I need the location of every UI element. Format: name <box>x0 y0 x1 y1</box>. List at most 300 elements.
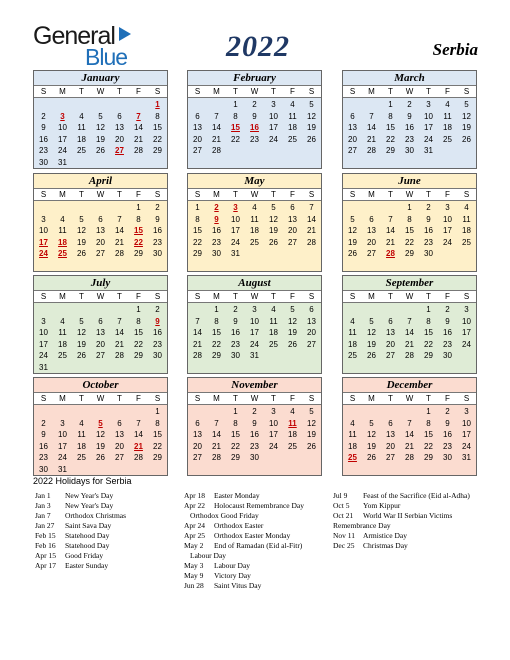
day-cell: 13 <box>348 123 357 132</box>
day-cell: 15 <box>424 430 433 439</box>
holiday-date: Oct 5 <box>333 501 350 510</box>
holiday-date: Jan 1 <box>35 491 51 500</box>
empty-day-cell <box>362 362 381 374</box>
empty-day-cell <box>148 260 167 272</box>
holiday-item <box>184 571 304 581</box>
day-cell: 24 <box>250 339 259 349</box>
empty-day-cell <box>438 145 457 157</box>
day-cell: 14 <box>386 226 395 235</box>
empty-day-cell <box>343 304 362 316</box>
day-cell: 10 <box>269 418 278 428</box>
holiday-day-cell: 18 <box>58 237 67 247</box>
holiday-name: Orthodox Easter <box>214 521 264 530</box>
weekday-label: F <box>445 87 450 96</box>
day-cell: 4 <box>79 111 84 121</box>
weekday-label: T <box>117 190 122 199</box>
empty-day-cell <box>245 260 264 272</box>
month-title: June <box>343 174 476 188</box>
empty-day-cell <box>226 260 245 272</box>
empty-day-cell <box>283 464 302 476</box>
day-cell: 30 <box>443 351 452 360</box>
weekday-header <box>343 188 476 201</box>
empty-day-cell <box>34 99 53 111</box>
day-cell: 9 <box>407 111 412 121</box>
empty-day-cell <box>129 99 148 111</box>
day-cell: 12 <box>307 111 316 121</box>
day-cell: 27 <box>386 351 395 360</box>
day-cell: 6 <box>117 111 122 121</box>
day-cell: 19 <box>367 339 376 349</box>
day-cell: 10 <box>462 418 471 428</box>
empty-day-cell <box>34 260 53 272</box>
day-cell: 14 <box>115 328 124 337</box>
holiday-date: May 3 <box>184 561 204 570</box>
day-cell: 26 <box>269 237 278 247</box>
day-cell: 19 <box>307 430 316 439</box>
day-cell: 21 <box>212 441 221 451</box>
day-grid <box>34 405 167 475</box>
day-grid <box>188 303 321 373</box>
holiday-name: Armistice Day <box>363 531 407 540</box>
day-cell: 12 <box>77 226 86 235</box>
day-cell: 28 <box>115 249 124 258</box>
day-cell: 9 <box>445 316 450 326</box>
holiday-item <box>35 551 126 561</box>
day-cell: 3 <box>41 316 46 326</box>
empty-day-cell <box>207 157 226 169</box>
day-cell: 23 <box>212 237 221 247</box>
day-cell: 21 <box>405 441 414 451</box>
day-cell: 18 <box>348 339 357 349</box>
holiday-day-cell: 3 <box>60 111 65 121</box>
empty-day-cell <box>53 362 72 374</box>
empty-day-cell <box>188 362 207 374</box>
holiday-day-cell: 2 <box>214 203 219 212</box>
holiday-name: Easter Monday <box>214 491 260 500</box>
holiday-day-cell: 28 <box>386 249 395 258</box>
day-cell: 2 <box>41 111 46 121</box>
day-cell: 6 <box>309 305 314 314</box>
day-cell: 5 <box>309 407 314 416</box>
weekday-label: W <box>250 394 259 403</box>
empty-day-cell <box>110 99 129 111</box>
weekday-label: T <box>388 292 393 301</box>
empty-day-cell <box>72 406 91 418</box>
month-april <box>33 173 168 272</box>
empty-day-cell <box>302 452 321 464</box>
empty-day-cell <box>343 157 362 169</box>
empty-day-cell <box>362 260 381 272</box>
day-cell: 20 <box>193 441 202 451</box>
day-cell: 7 <box>309 203 314 212</box>
day-cell: 16 <box>250 430 259 439</box>
weekday-label: S <box>40 87 47 96</box>
day-cell: 23 <box>39 453 48 462</box>
day-cell: 10 <box>231 214 240 224</box>
empty-day-cell <box>302 260 321 272</box>
day-cell: 5 <box>350 214 355 224</box>
day-cell: 4 <box>79 418 84 428</box>
day-cell: 12 <box>307 418 316 428</box>
weekday-label: W <box>96 190 105 199</box>
page-title: 2022 <box>226 30 290 63</box>
weekday-label: F <box>445 292 450 301</box>
day-cell: 25 <box>58 351 67 360</box>
day-grid <box>343 201 476 271</box>
day-cell: 27 <box>307 339 316 349</box>
weekday-label: W <box>405 190 414 199</box>
day-cell: 19 <box>96 134 105 144</box>
empty-day-cell <box>362 406 381 418</box>
empty-day-cell <box>53 99 72 111</box>
day-cell: 4 <box>252 203 257 212</box>
day-cell: 7 <box>369 111 374 121</box>
day-cell: 15 <box>386 123 395 132</box>
day-cell: 27 <box>96 351 105 360</box>
weekday-label: S <box>463 394 470 403</box>
day-cell: 11 <box>58 226 67 235</box>
holiday-item <box>184 501 304 511</box>
day-cell: 8 <box>407 214 412 224</box>
day-cell: 13 <box>386 430 395 439</box>
weekday-label: S <box>349 292 356 301</box>
empty-day-cell <box>207 362 226 374</box>
day-cell: 21 <box>115 339 124 349</box>
weekday-label: S <box>463 292 470 301</box>
empty-day-cell <box>207 464 226 476</box>
day-cell: 25 <box>288 134 297 144</box>
day-cell: 14 <box>115 226 124 235</box>
empty-day-cell <box>283 157 302 169</box>
day-cell: 15 <box>193 226 202 235</box>
weekday-label: F <box>290 87 295 96</box>
day-cell: 5 <box>369 418 374 428</box>
empty-day-cell <box>148 362 167 374</box>
day-cell: 2 <box>155 305 160 314</box>
day-cell: 6 <box>290 203 295 212</box>
empty-day-cell <box>400 260 419 272</box>
day-cell: 19 <box>307 123 316 132</box>
day-cell: 26 <box>307 441 316 451</box>
empty-day-cell <box>438 464 457 476</box>
weekday-label: M <box>368 394 375 403</box>
day-cell: 14 <box>134 123 143 132</box>
weekday-header <box>34 85 167 98</box>
empty-day-cell <box>343 464 362 476</box>
empty-day-cell <box>34 406 53 418</box>
holiday-day-cell: 25 <box>58 249 67 258</box>
day-cell: 16 <box>231 328 240 337</box>
day-cell: 11 <box>348 328 357 337</box>
day-cell: 11 <box>77 123 86 132</box>
empty-day-cell <box>129 362 148 374</box>
weekday-label: W <box>250 292 259 301</box>
holiday-day-cell: 5 <box>98 418 103 428</box>
holiday-column <box>184 491 304 591</box>
weekday-label: S <box>463 190 470 199</box>
day-cell: 25 <box>269 339 278 349</box>
empty-day-cell <box>362 202 381 214</box>
day-cell: 2 <box>155 203 160 212</box>
month-february <box>187 70 322 169</box>
day-cell: 10 <box>443 214 452 224</box>
country-name: Serbia <box>432 40 478 59</box>
day-cell: 15 <box>153 430 162 439</box>
weekday-label: W <box>96 394 105 403</box>
day-cell: 6 <box>98 214 103 224</box>
holiday-date: Feb 15 <box>35 531 56 540</box>
day-cell: 15 <box>405 226 414 235</box>
day-cell: 6 <box>388 418 393 428</box>
day-cell: 30 <box>212 249 221 258</box>
holiday-date: Apr 18 <box>184 491 206 500</box>
day-cell: 3 <box>41 214 46 224</box>
day-cell: 11 <box>348 430 357 439</box>
weekday-label: S <box>154 394 161 403</box>
holiday-day-cell: 3 <box>233 203 238 212</box>
day-cell: 14 <box>193 328 202 337</box>
holiday-item <box>35 501 126 511</box>
holiday-item <box>35 541 126 551</box>
empty-day-cell <box>264 248 283 260</box>
weekday-label: S <box>308 394 315 403</box>
day-cell: 22 <box>386 134 395 144</box>
day-cell: 28 <box>134 146 143 155</box>
holiday-day-cell: 25 <box>348 453 357 462</box>
day-cell: 14 <box>405 328 414 337</box>
empty-day-cell <box>226 362 245 374</box>
day-cell: 12 <box>367 430 376 439</box>
day-cell: 2 <box>407 100 412 109</box>
holiday-item <box>333 511 470 521</box>
weekday-label: S <box>349 394 356 403</box>
day-cell: 25 <box>348 351 357 360</box>
day-cell: 23 <box>443 441 452 451</box>
day-cell: 11 <box>288 111 297 121</box>
day-cell: 16 <box>39 134 48 144</box>
day-cell: 1 <box>233 407 238 416</box>
holiday-name: World War II Serbian Victims <box>363 511 453 520</box>
day-cell: 13 <box>386 328 395 337</box>
day-cell: 17 <box>58 441 67 451</box>
day-cell: 13 <box>115 123 124 132</box>
weekday-label: T <box>79 87 84 96</box>
day-cell: 24 <box>462 339 471 349</box>
day-cell: 29 <box>386 146 395 155</box>
day-cell: 18 <box>269 328 278 337</box>
day-cell: 4 <box>290 407 295 416</box>
empty-day-cell <box>419 362 438 374</box>
empty-day-cell <box>53 406 72 418</box>
empty-day-cell <box>129 464 148 476</box>
month-title: February <box>188 71 321 85</box>
weekday-label: W <box>405 394 414 403</box>
holiday-date: Jul 9 <box>333 491 348 500</box>
day-cell: 13 <box>193 123 202 132</box>
day-cell: 11 <box>462 214 471 224</box>
empty-day-cell <box>381 260 400 272</box>
day-cell: 27 <box>348 146 357 155</box>
day-cell: 18 <box>348 441 357 451</box>
day-cell: 7 <box>136 418 141 428</box>
empty-day-cell <box>438 157 457 169</box>
day-cell: 5 <box>98 111 103 121</box>
weekday-label: T <box>233 190 238 199</box>
day-cell: 11 <box>77 430 86 439</box>
day-grid <box>34 303 167 373</box>
empty-day-cell <box>457 157 476 169</box>
day-cell: 7 <box>407 316 412 326</box>
holiday-item <box>184 531 304 541</box>
day-cell: 21 <box>307 226 316 235</box>
day-cell: 16 <box>212 226 221 235</box>
weekday-header <box>34 392 167 405</box>
day-cell: 29 <box>153 146 162 155</box>
day-cell: 20 <box>96 339 105 349</box>
day-cell: 14 <box>367 123 376 132</box>
weekday-label: S <box>308 292 315 301</box>
day-cell: 29 <box>424 351 433 360</box>
empty-day-cell <box>207 260 226 272</box>
day-cell: 8 <box>388 111 393 121</box>
weekday-label: T <box>233 394 238 403</box>
empty-day-cell <box>362 99 381 111</box>
day-cell: 10 <box>269 111 278 121</box>
day-cell: 29 <box>134 351 143 360</box>
day-cell: 15 <box>231 430 240 439</box>
day-cell: 26 <box>77 249 86 258</box>
weekday-label: T <box>426 292 431 301</box>
month-march <box>342 70 477 169</box>
month-july <box>33 275 168 374</box>
empty-day-cell <box>302 248 321 260</box>
weekday-label: M <box>368 190 375 199</box>
holiday-name: Holocaust Remembrance Day <box>214 501 304 510</box>
empty-day-cell <box>457 145 476 157</box>
empty-day-cell <box>34 202 53 214</box>
day-cell: 1 <box>426 407 431 416</box>
day-cell: 16 <box>443 328 452 337</box>
empty-day-cell <box>264 350 283 362</box>
day-cell: 24 <box>58 146 67 155</box>
weekday-label: F <box>445 394 450 403</box>
weekday-label: T <box>388 87 393 96</box>
day-cell: 28 <box>212 146 221 155</box>
weekday-label: F <box>290 394 295 403</box>
weekday-label: T <box>388 190 393 199</box>
holiday-date: Jan 27 <box>35 521 55 530</box>
day-cell: 26 <box>367 453 376 462</box>
day-cell: 23 <box>443 339 452 349</box>
empty-day-cell <box>283 248 302 260</box>
empty-day-cell <box>226 145 245 157</box>
weekday-label: T <box>79 190 84 199</box>
empty-day-cell <box>226 157 245 169</box>
holiday-item <box>184 541 304 551</box>
day-cell: 22 <box>153 441 162 451</box>
day-cell: 19 <box>288 328 297 337</box>
empty-day-cell <box>400 464 419 476</box>
empty-day-cell <box>148 157 167 169</box>
day-cell: 21 <box>115 237 124 247</box>
day-cell: 25 <box>288 441 297 451</box>
day-cell: 6 <box>117 418 122 428</box>
day-cell: 7 <box>117 316 122 326</box>
day-cell: 22 <box>153 134 162 144</box>
day-cell: 7 <box>214 418 219 428</box>
day-cell: 5 <box>271 203 276 212</box>
holiday-date: Apr 17 <box>35 561 57 570</box>
weekday-label: W <box>96 87 105 96</box>
weekday-label: S <box>349 87 356 96</box>
holiday-name: Feast of the Sacrifice (Eid al-Adha) <box>363 491 470 500</box>
day-cell: 8 <box>233 418 238 428</box>
holiday-name: Saint Sava Day <box>65 521 112 530</box>
day-cell: 28 <box>405 453 414 462</box>
holiday-name: Easter Sunday <box>65 561 109 570</box>
holiday-date: Jun 28 <box>184 581 204 590</box>
day-cell: 31 <box>231 249 240 258</box>
holiday-name: Labour Day <box>214 561 251 570</box>
day-cell: 22 <box>193 237 202 247</box>
day-cell: 4 <box>60 316 65 326</box>
day-cell: 27 <box>288 237 297 247</box>
weekday-header <box>343 290 476 303</box>
day-cell: 21 <box>367 134 376 144</box>
holiday-day-cell: 16 <box>250 123 259 132</box>
logo-text-general: General <box>33 22 115 50</box>
holiday-name: Orthodox Christmas <box>65 511 127 520</box>
month-title: July <box>34 276 167 290</box>
day-cell: 13 <box>288 214 297 224</box>
weekday-label: W <box>250 87 259 96</box>
holiday-item <box>184 551 304 561</box>
day-cell: 30 <box>153 249 162 258</box>
empty-day-cell <box>53 202 72 214</box>
day-cell: 14 <box>212 430 221 439</box>
empty-day-cell <box>264 157 283 169</box>
day-cell: 23 <box>153 237 162 247</box>
empty-day-cell <box>381 406 400 418</box>
empty-day-cell <box>264 362 283 374</box>
day-cell: 26 <box>77 351 86 360</box>
day-cell: 2 <box>252 407 257 416</box>
weekday-label: S <box>194 292 201 301</box>
day-cell: 20 <box>386 441 395 451</box>
day-cell: 4 <box>445 100 450 109</box>
day-cell: 16 <box>424 226 433 235</box>
day-cell: 16 <box>153 226 162 235</box>
day-cell: 31 <box>424 146 433 155</box>
month-title: May <box>188 174 321 188</box>
day-grid <box>34 98 167 168</box>
holiday-date: Apr 25 <box>184 531 206 540</box>
month-september <box>342 275 477 374</box>
day-cell: 19 <box>462 123 471 132</box>
empty-day-cell <box>343 260 362 272</box>
weekday-label: T <box>233 292 238 301</box>
weekday-label: M <box>59 190 66 199</box>
day-cell: 17 <box>269 430 278 439</box>
empty-day-cell <box>188 260 207 272</box>
weekday-label: F <box>290 190 295 199</box>
day-cell: 20 <box>115 441 124 451</box>
holiday-name: End of Ramadan (Eid al-Fitr) <box>214 541 303 550</box>
day-cell: 6 <box>388 316 393 326</box>
holiday-item <box>35 511 126 521</box>
weekday-label: S <box>194 190 201 199</box>
day-cell: 10 <box>250 316 259 326</box>
